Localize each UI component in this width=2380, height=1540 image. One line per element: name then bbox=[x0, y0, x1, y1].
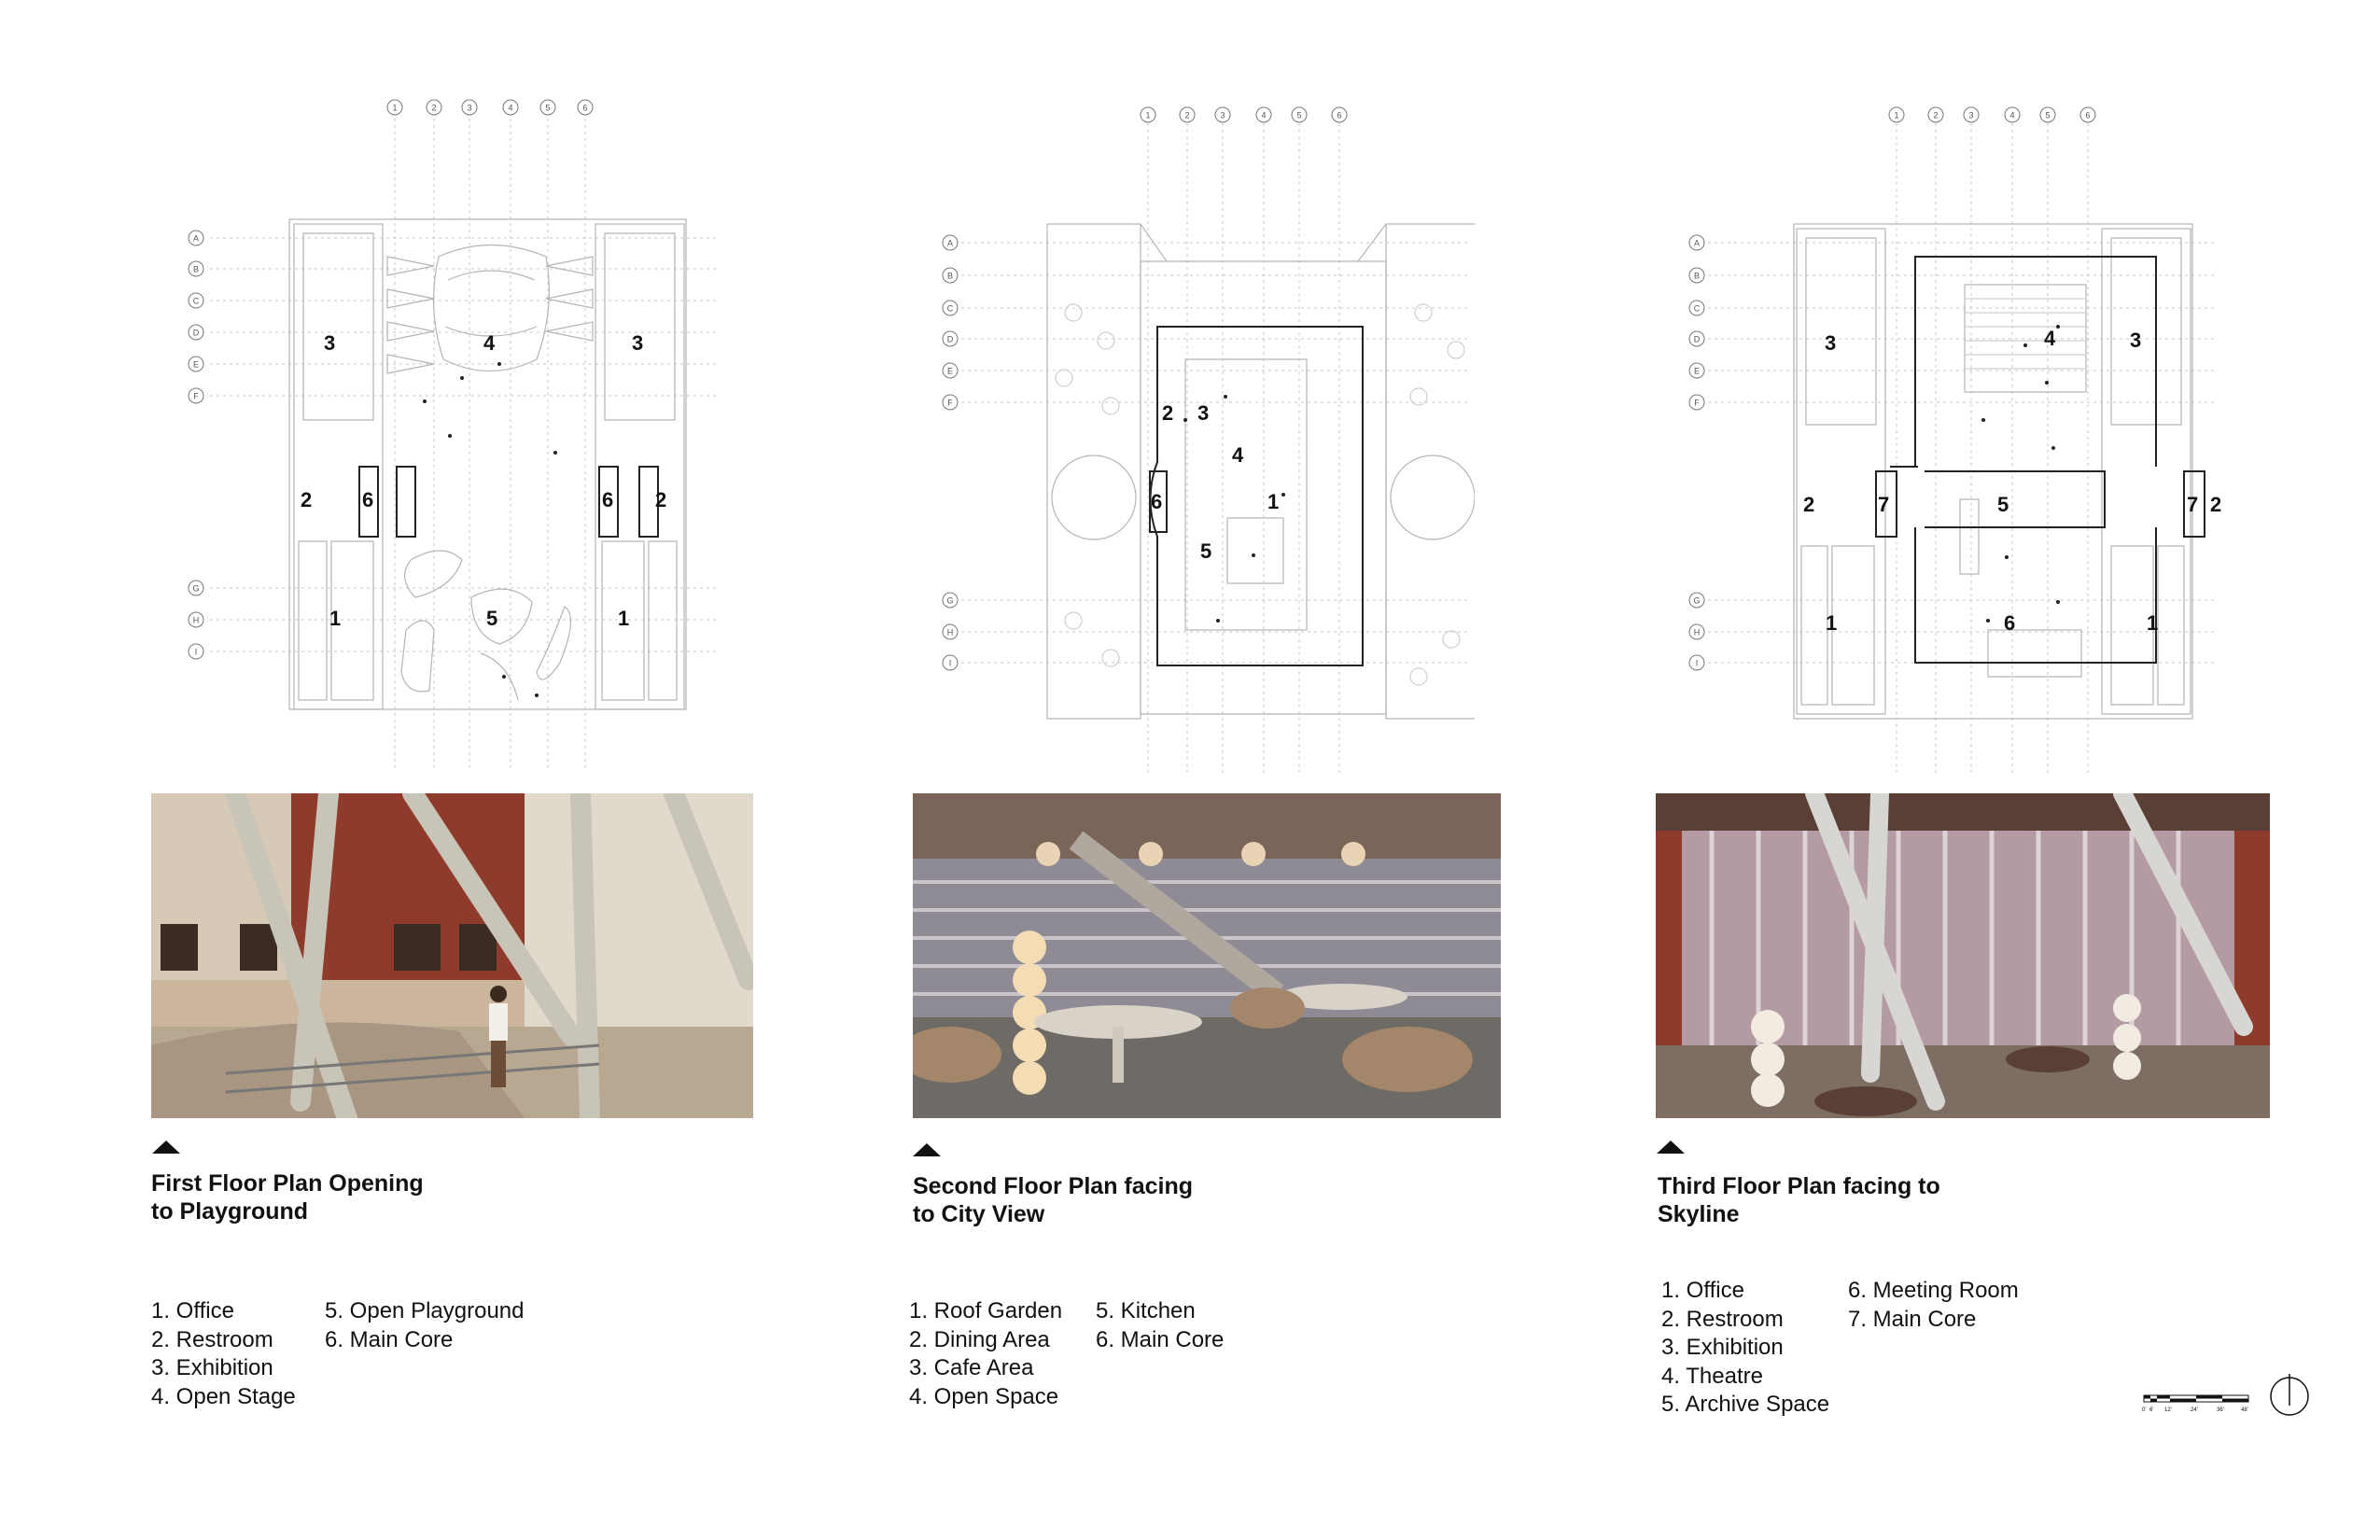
grid-bubble-label: 6 bbox=[2085, 110, 2091, 120]
grid-bubble-label: 2 bbox=[1184, 110, 1190, 120]
plan-label: 2 bbox=[2210, 493, 2221, 516]
render-image bbox=[1656, 793, 2270, 1118]
third-floor-plan-drawing bbox=[1680, 98, 2221, 779]
grid-bubble-label: C bbox=[1693, 303, 1701, 314]
grid-bubble-label: F bbox=[1694, 398, 1700, 408]
legend-column bbox=[909, 1297, 1062, 1411]
grid-bubble-label: C bbox=[946, 303, 954, 314]
grid-bubble-label: A bbox=[192, 233, 200, 244]
grid-bubble-label: 1 bbox=[392, 103, 398, 113]
section-marker-icon bbox=[152, 1141, 180, 1154]
plan-label: 5 bbox=[1200, 539, 1212, 563]
second-floor-caption bbox=[913, 1172, 1193, 1228]
plan-label: 6 bbox=[1151, 490, 1163, 513]
grid-bubble-label: 4 bbox=[508, 103, 513, 113]
plan-label: 1 bbox=[1826, 611, 1838, 635]
plan-label: 6 bbox=[602, 488, 614, 511]
scale-bar-drawing bbox=[2142, 1391, 2254, 1419]
second-floor-legend bbox=[909, 1297, 1376, 1419]
caption-line: First Floor Plan Opening bbox=[151, 1170, 424, 1197]
grid-bubble-label: D bbox=[946, 334, 954, 344]
grid-bubble-label: 4 bbox=[1261, 110, 1267, 120]
grid-bubble-label: 6 bbox=[582, 103, 588, 113]
plan-label: 7 bbox=[2187, 493, 2199, 516]
plan-label: 1 bbox=[618, 607, 630, 630]
grid-bubble-label: 2 bbox=[431, 103, 437, 113]
grid-bubble-label: 3 bbox=[1968, 110, 1974, 120]
legend-item: 1. Office bbox=[151, 1298, 234, 1323]
grid-bubble-label: D bbox=[1693, 334, 1701, 344]
legend-item: 7. Main Core bbox=[1848, 1306, 1977, 1332]
grid-bubble-label: 2 bbox=[1933, 110, 1939, 120]
legend-item: 5. Open Playground bbox=[325, 1298, 525, 1323]
panel-second-floor bbox=[793, 0, 1587, 1540]
grid-bubble-label: 4 bbox=[2009, 110, 2015, 120]
plan-label: 2 bbox=[1162, 401, 1174, 425]
legend-item: 2. Dining Area bbox=[909, 1326, 1050, 1352]
first-floor-render bbox=[151, 793, 753, 1118]
second-floor-render bbox=[913, 793, 1501, 1118]
grid-bubble-label: E bbox=[1693, 366, 1701, 376]
section-marker-icon bbox=[913, 1143, 941, 1156]
third-floor-plan bbox=[1680, 98, 2221, 779]
grid-bubble-label: E bbox=[192, 359, 200, 370]
grid-bubble-label: D bbox=[192, 328, 200, 338]
caption-line: Third Floor Plan facing to bbox=[1658, 1173, 1940, 1199]
grid-bubble-label: B bbox=[192, 264, 200, 274]
scale-tick: 6' bbox=[2149, 1407, 2154, 1413]
plan-label: 3 bbox=[632, 331, 644, 355]
plan-label: 4 bbox=[2044, 327, 2056, 350]
scale-tick: 36' bbox=[2217, 1407, 2224, 1413]
grid-bubble-label: C bbox=[192, 296, 200, 306]
north-arrow-icon bbox=[2267, 1372, 2312, 1421]
legend-column bbox=[1096, 1297, 1224, 1354]
plan-label: 5 bbox=[1997, 493, 2009, 516]
plan-label: 1 bbox=[329, 607, 342, 630]
legend-column bbox=[1661, 1277, 1829, 1420]
legend-item: 3. Exhibition bbox=[1661, 1335, 1784, 1360]
plan-label: 2 bbox=[301, 488, 313, 511]
grid-bubble-label: 5 bbox=[545, 103, 551, 113]
panel-first-floor bbox=[0, 0, 793, 1540]
legend-item: 6. Main Core bbox=[1096, 1326, 1225, 1352]
legend-item: 3. Exhibition bbox=[151, 1355, 273, 1380]
grid-bubble-label: G bbox=[946, 595, 954, 606]
legend-column bbox=[151, 1297, 296, 1411]
scale-tick: 24' bbox=[2191, 1407, 2198, 1413]
plan-label: 6 bbox=[362, 488, 374, 511]
plan-label: 1 bbox=[1267, 490, 1280, 513]
plan-label: 2 bbox=[1803, 493, 1815, 516]
grid-bubble-label: I bbox=[194, 647, 198, 657]
grid-bubble-label: B bbox=[1693, 271, 1701, 281]
section-marker-icon bbox=[1657, 1141, 1685, 1154]
grid-bubble-label: A bbox=[946, 238, 954, 248]
legend-item: 6. Meeting Room bbox=[1848, 1278, 2019, 1303]
grid-bubble-label: H bbox=[192, 615, 200, 625]
grid-bubble-label: B bbox=[946, 271, 954, 281]
legend-item: 1. Office bbox=[1661, 1278, 1744, 1303]
grid-bubble-label: E bbox=[946, 366, 954, 376]
grid-bubble-label: F bbox=[947, 398, 953, 408]
legend-item: 4. Open Space bbox=[909, 1383, 1059, 1409]
plan-label: 3 bbox=[2130, 329, 2142, 352]
grid-bubble-label: 3 bbox=[467, 103, 472, 113]
grid-bubble-label: I bbox=[1695, 658, 1699, 668]
first-floor-plan-drawing bbox=[182, 93, 723, 775]
scale-tick: 48' bbox=[2241, 1407, 2248, 1413]
grid-bubble-label: I bbox=[948, 658, 952, 668]
legend-item: 5. Archive Space bbox=[1661, 1392, 1830, 1417]
render-image bbox=[913, 793, 1501, 1118]
grid-bubble-label: 3 bbox=[1220, 110, 1225, 120]
legend-item: 4. Open Stage bbox=[151, 1383, 296, 1409]
panel-third-floor bbox=[1587, 0, 2380, 1540]
plan-label: 3 bbox=[1825, 331, 1837, 355]
legend-item: 5. Kitchen bbox=[1096, 1298, 1196, 1323]
plan-label: 5 bbox=[486, 607, 498, 630]
third-floor-render bbox=[1656, 793, 2270, 1118]
caption-line: Skyline bbox=[1658, 1201, 1740, 1227]
grid-bubble-label: G bbox=[1693, 595, 1701, 606]
legend-item: 2. Restroom bbox=[151, 1326, 273, 1352]
grid-bubble-label: 1 bbox=[1145, 110, 1151, 120]
plan-label: 3 bbox=[1197, 401, 1210, 425]
legend-item: 1. Roof Garden bbox=[909, 1298, 1063, 1323]
first-floor-legend bbox=[151, 1297, 637, 1419]
legend-item: 3. Cafe Area bbox=[909, 1355, 1034, 1380]
grid-bubble-label: H bbox=[946, 627, 954, 637]
plan-label: 4 bbox=[1232, 443, 1244, 467]
caption-line: to Playground bbox=[151, 1198, 309, 1225]
grid-bubble-label: F bbox=[193, 391, 199, 401]
grid-bubble-label: H bbox=[1693, 627, 1701, 637]
grid-bubble-label: 1 bbox=[1894, 110, 1899, 120]
caption-line: to City View bbox=[913, 1201, 1045, 1227]
first-floor-caption bbox=[151, 1169, 424, 1225]
render-image bbox=[151, 793, 753, 1118]
grid-bubble-label: 5 bbox=[1296, 110, 1302, 120]
grid-bubble-label: 5 bbox=[2045, 110, 2051, 120]
scale-tick: 12' bbox=[2164, 1407, 2172, 1413]
second-floor-plan bbox=[933, 98, 1475, 779]
legend-column bbox=[325, 1297, 524, 1354]
third-floor-legend bbox=[1661, 1277, 2147, 1426]
plan-label: 1 bbox=[2147, 611, 2159, 635]
legend-item: 4. Theatre bbox=[1661, 1363, 1763, 1389]
plan-label: 2 bbox=[655, 488, 667, 511]
third-floor-caption bbox=[1658, 1172, 1940, 1228]
plan-label: 6 bbox=[2004, 611, 2016, 635]
legend-column bbox=[1848, 1277, 2019, 1334]
first-floor-plan bbox=[182, 93, 723, 775]
plan-label: 3 bbox=[324, 331, 336, 355]
grid-bubble-label: G bbox=[192, 583, 200, 594]
grid-bubble-label: A bbox=[1693, 238, 1701, 248]
plan-label: 4 bbox=[483, 331, 496, 355]
plan-label: 7 bbox=[1878, 493, 1890, 516]
caption-line: Second Floor Plan facing bbox=[913, 1173, 1194, 1199]
grid-bubble-label: 6 bbox=[1337, 110, 1342, 120]
legend-item: 2. Restroom bbox=[1661, 1306, 1784, 1332]
scale-bar bbox=[2142, 1391, 2254, 1423]
scale-tick: 0' bbox=[2142, 1407, 2147, 1413]
legend-item: 6. Main Core bbox=[325, 1326, 454, 1352]
second-floor-plan-drawing bbox=[933, 98, 1475, 779]
